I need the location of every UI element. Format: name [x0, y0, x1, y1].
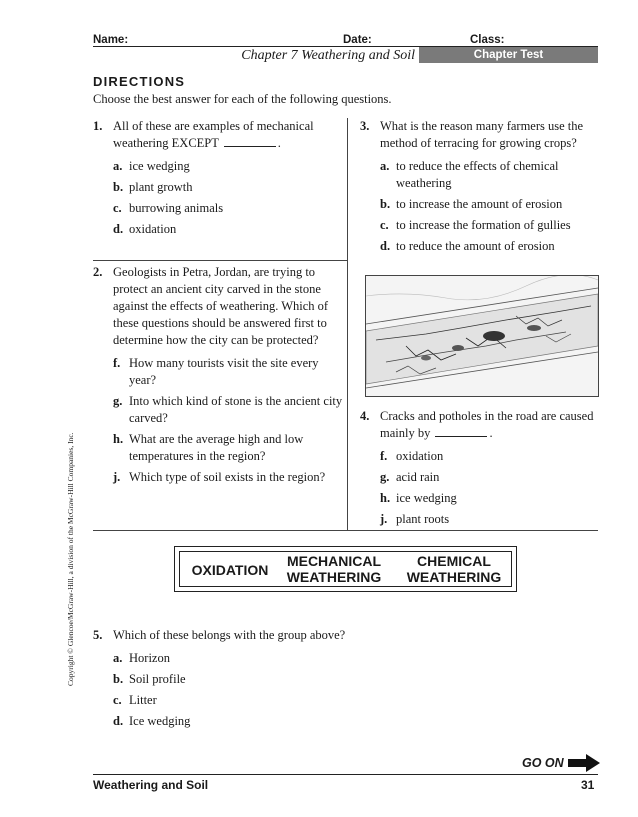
option-letter: a.	[113, 651, 123, 665]
group-box	[174, 546, 517, 592]
option-text: ice wedging	[396, 491, 457, 505]
answer-blank	[224, 135, 276, 147]
option-letter: f.	[113, 356, 121, 370]
question-3	[360, 118, 600, 259]
option-text: ice wedging	[129, 159, 190, 173]
option-text: plant growth	[129, 180, 193, 194]
question-text: Geologists in Petra, Jordan, are trying to protect an ancient city carved in the stone against the effects of weathering. Which of these questions should be answered first to determine how the city can be protected?	[113, 265, 329, 347]
answer-blank	[435, 425, 487, 437]
question-text: Which of these belongs with the group above?	[113, 628, 346, 642]
option-text: Which type of soil exists in the region?	[129, 470, 326, 484]
question-1	[93, 118, 338, 242]
option-letter: h.	[113, 432, 124, 446]
question-number: 1.	[93, 119, 103, 133]
answer-option[interactable]	[113, 221, 338, 238]
question-text-part: All of these are examples of mechanical weathering EXCEPT	[113, 119, 314, 150]
chapter-title	[241, 48, 415, 64]
term-line: WEATHERING	[286, 569, 382, 585]
answer-option[interactable]	[380, 238, 600, 255]
directions-title: DIRECTIONS	[93, 74, 186, 89]
option-letter: c.	[380, 218, 389, 232]
option-text: burrowing animals	[129, 201, 224, 215]
question-text-part: Cracks and potholes in the road are caused mainly by	[380, 409, 594, 440]
chapter-test-badge: Chapter Test	[419, 47, 598, 63]
option-letter: h.	[380, 491, 391, 505]
answer-option[interactable]	[380, 158, 600, 192]
term-line: WEATHERING	[406, 569, 502, 585]
chapter-topic: Weathering and Soil	[301, 48, 415, 63]
option-letter: g.	[113, 394, 123, 408]
question-text	[380, 408, 600, 442]
option-text: to reduce the amount of erosion	[396, 239, 555, 253]
answer-option[interactable]	[380, 448, 600, 465]
question-2	[93, 264, 345, 490]
option-letter: d.	[380, 239, 391, 253]
answer-option[interactable]	[113, 671, 393, 688]
option-text: oxidation	[129, 222, 177, 236]
option-letter: f.	[380, 449, 388, 463]
option-letter: c.	[113, 693, 122, 707]
question-text-end: .	[277, 136, 281, 150]
option-text: to reduce the effects of chemical weathering	[396, 159, 559, 190]
question-text-end: .	[489, 426, 493, 440]
option-letter: b.	[380, 197, 391, 211]
answer-option[interactable]	[113, 158, 338, 175]
answer-option[interactable]	[113, 179, 338, 196]
road-illustration	[366, 276, 598, 396]
name-label: Name:	[93, 34, 129, 46]
answer-option[interactable]	[113, 650, 393, 667]
answer-option[interactable]	[380, 217, 600, 234]
term-line: CHEMICAL	[417, 553, 491, 569]
answer-option[interactable]	[113, 200, 338, 217]
answer-option[interactable]	[380, 196, 600, 213]
question-text	[113, 118, 338, 152]
go-on-label: GO ON	[522, 756, 564, 770]
question-4	[360, 408, 600, 532]
option-letter: b.	[113, 672, 124, 686]
footer-title: Weathering and Soil	[93, 778, 209, 792]
question-number: 3.	[360, 119, 370, 133]
option-letter: j.	[113, 470, 121, 484]
date-label: Date:	[343, 34, 372, 46]
option-letter: g.	[380, 470, 390, 484]
option-letter: d.	[113, 714, 124, 728]
question-text: What is the reason many farmers use the method of terracing for growing crops?	[380, 119, 584, 150]
question-number: 4.	[360, 409, 370, 423]
answer-option[interactable]	[113, 713, 393, 730]
answer-option[interactable]	[380, 511, 600, 528]
page-number: 31	[581, 778, 595, 792]
group-term-mechanical	[278, 553, 390, 585]
option-text: Ice wedging	[129, 714, 191, 728]
class-label: Class:	[470, 34, 505, 46]
answer-option[interactable]	[113, 469, 345, 486]
option-text: acid rain	[396, 470, 440, 484]
question-number: 2.	[93, 265, 103, 279]
option-letter: j.	[380, 512, 388, 526]
option-text: Soil profile	[129, 672, 186, 686]
option-letter: a.	[113, 159, 123, 173]
question-number: 5.	[93, 628, 103, 642]
option-text: Into which kind of stone is the ancient city carved?	[129, 394, 343, 425]
option-letter: b.	[113, 180, 124, 194]
option-text: Litter	[129, 693, 157, 707]
answer-option[interactable]	[113, 393, 345, 427]
directions-text: Choose the best answer for each of the following questions.	[93, 92, 392, 106]
chapter-number: Chapter 7	[241, 48, 302, 63]
column-divider	[347, 118, 348, 530]
option-letter: c.	[113, 201, 122, 215]
option-text: to increase the formation of gullies	[396, 218, 571, 232]
option-text: to increase the amount of erosion	[396, 197, 563, 211]
option-text: oxidation	[396, 449, 444, 463]
question-divider	[93, 260, 347, 261]
question-5	[93, 627, 393, 734]
group-term-oxidation: OXIDATION	[191, 562, 269, 578]
group-term-chemical	[398, 553, 510, 585]
answer-option[interactable]	[380, 469, 600, 486]
term-line: MECHANICAL	[286, 553, 382, 569]
copyright-notice: Copyright © Glencoe/McGraw-Hill, a division of the McGraw-Hill Companies, Inc.	[66, 432, 75, 686]
cracked-road-photo	[365, 275, 599, 397]
option-text: What are the average high and low temperatures in the region?	[129, 432, 304, 463]
option-letter: a.	[380, 159, 390, 173]
answer-option[interactable]	[113, 692, 393, 709]
option-letter: d.	[113, 222, 124, 236]
answer-option[interactable]	[113, 355, 345, 389]
answer-option[interactable]	[113, 431, 345, 465]
option-text: plant roots	[396, 512, 450, 526]
option-text: Horizon	[129, 651, 170, 665]
footer-rule	[93, 774, 598, 775]
answer-option[interactable]	[380, 490, 600, 507]
option-text: How many tourists visit the site every year?	[129, 356, 319, 387]
